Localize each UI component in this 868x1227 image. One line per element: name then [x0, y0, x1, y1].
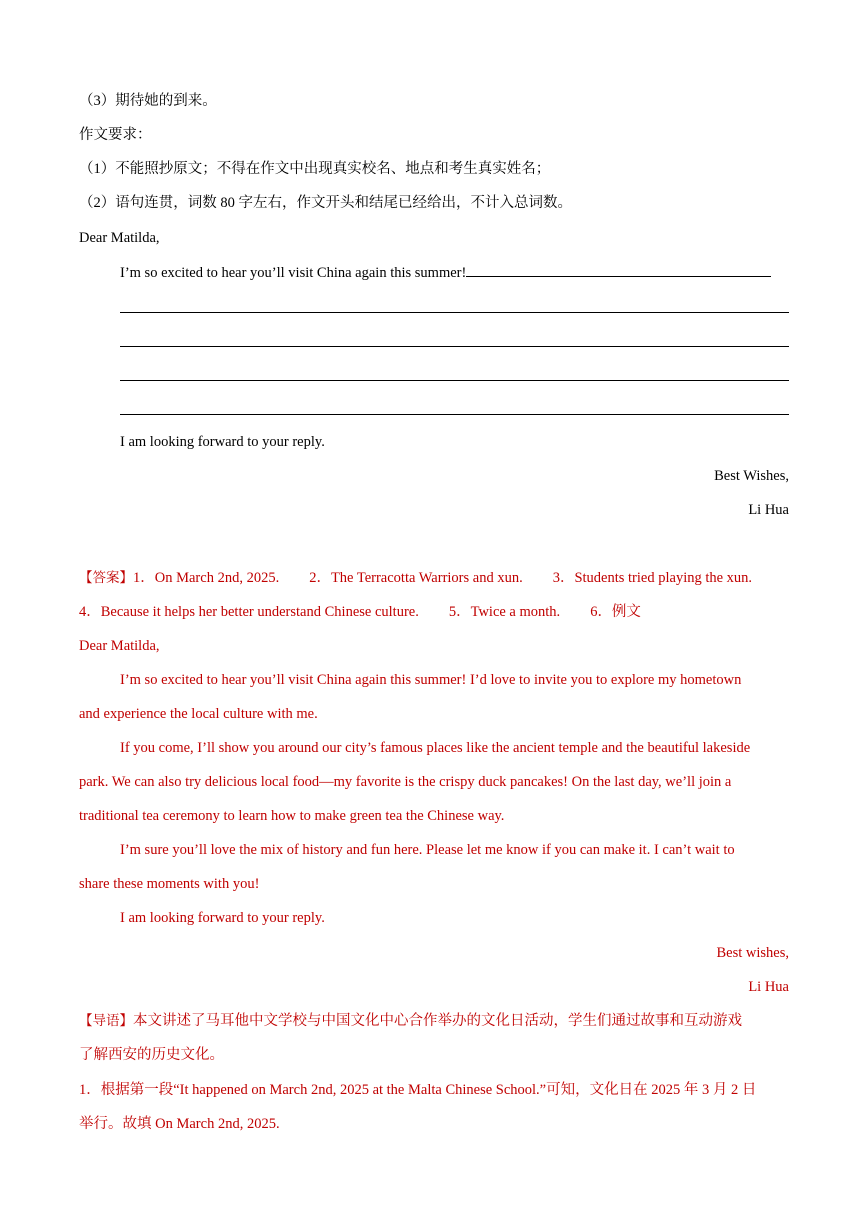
guide-text-1: 本文讲述了马耳他中文学校与中国文化中心合作举办的文化日活动，学生们通过故事和互动游戏 [133, 1013, 742, 1029]
guide-line-2: 了解西安的历史文化。 [79, 1047, 224, 1063]
requirements-heading: 作文要求： [79, 127, 152, 143]
answer-label: 【答案】 [79, 570, 133, 586]
writing-blank-line [120, 380, 789, 381]
sample-p2-line1: If you come, I’ll show you around our city’s famous places like the ancient temple and the beautiful lakeside [120, 740, 751, 756]
template-signoff: Best Wishes, [714, 468, 789, 484]
requirement-item-3: （3）期待她的到来。 [79, 93, 217, 109]
answers-line-1 [79, 568, 789, 588]
sample-p3-line1: I’m sure you’ll love the mix of history and fun here. Please let me know if you can make it. I can’t wait to [120, 842, 735, 858]
answers-line-2 [79, 602, 789, 622]
template-closing-line: I am looking forward to your reply. [120, 434, 325, 450]
answer-1: 1．On March 2nd, 2025. [133, 570, 280, 586]
writing-blank-line [120, 346, 789, 347]
writing-blank-line [120, 312, 789, 313]
requirement-rule-1: （1）不能照抄原文；不得在作文中出现真实校名、地点和考生真实姓名； [79, 161, 551, 177]
template-opening-line [120, 262, 789, 283]
sample-p2-line3: traditional tea ceremony to learn how to make green tea the Chinese way. [79, 808, 505, 824]
sample-greeting: Dear Matilda, [79, 638, 160, 654]
answer-6: 6．例文 [590, 604, 641, 620]
guide-label: 【导语】 [79, 1013, 133, 1029]
answer-5: 5．Twice a month. [448, 604, 561, 620]
explanation-line-1: 1．根据第一段“It happened on March 2nd, 2025 at the Malta Chinese School.”可知，文化日在 2025 年 3 月 2 日 [79, 1082, 757, 1098]
sample-p1-line2: and experience the local culture with me. [79, 706, 318, 722]
sample-p2-line2: park. We can also try delicious local food—my favorite is the crispy duck pancakes! On the last day, we’ll join a [79, 774, 732, 790]
template-signature: Li Hua [748, 502, 789, 518]
explanation-line-2: 举行。故填 On March 2nd, 2025. [79, 1116, 280, 1132]
sample-signoff: Best wishes, [716, 945, 789, 961]
sample-closing-line: I am looking forward to your reply. [120, 910, 325, 926]
sample-p1-line1: I’m so excited to hear you’ll visit China again this summer! I’d love to invite you to explore my hometown [120, 672, 742, 688]
requirement-rule-2: （2）语句连贯，词数 80 字左右，作文开头和结尾已经给出，不计入总词数。 [79, 195, 572, 211]
guide-line-1 [79, 1011, 789, 1031]
writing-blank [466, 262, 771, 277]
writing-blank-line [120, 414, 789, 415]
template-opening-text: I’m so excited to hear you’ll visit China again this summer! [120, 265, 467, 281]
answer-3: 3．Students tried playing the xun. [552, 570, 753, 586]
answer-2: 2．The Terracotta Warriors and xun. [309, 570, 523, 586]
sample-p3-line2: share these moments with you! [79, 876, 260, 892]
template-greeting: Dear Matilda, [79, 230, 160, 246]
answer-4: 4．Because it helps her better understand Chinese culture. [79, 604, 419, 620]
sample-signature: Li Hua [748, 979, 789, 995]
